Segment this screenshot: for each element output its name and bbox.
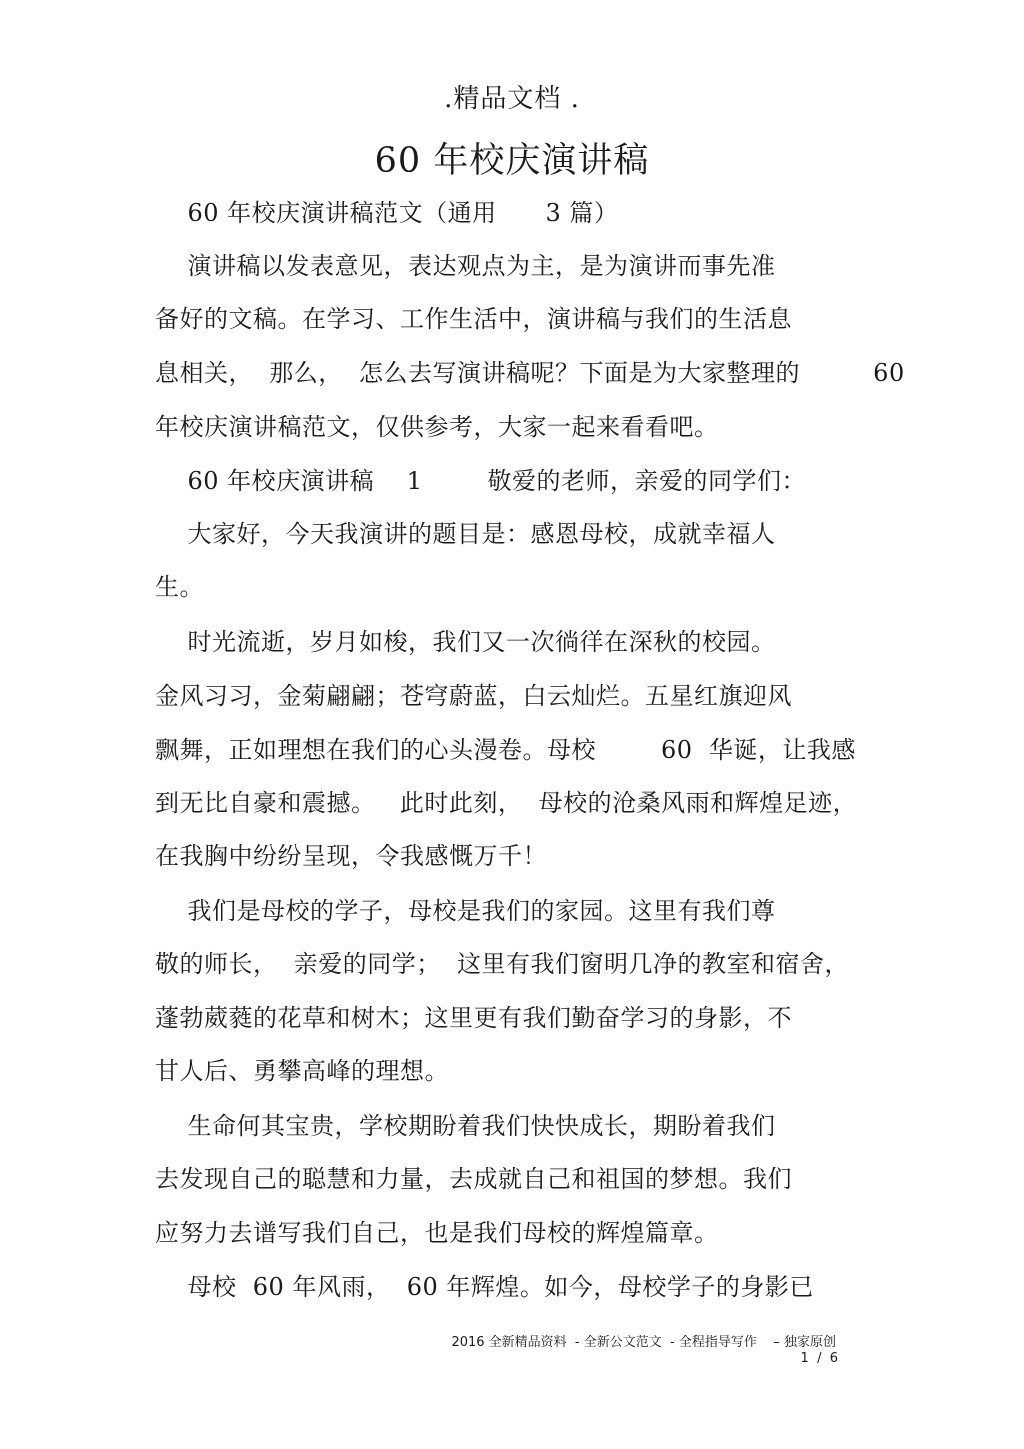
- body-line: 在我胸中纷纷呈现，令我感慨万千！: [155, 842, 547, 870]
- body-line: 生。: [155, 573, 204, 601]
- body-line: 飘舞，正如理想在我们的心头漫卷。母校 60 华诞，让我感: [155, 736, 856, 764]
- body-line: 去发现自己的聪慧和力量，去成就自己和祖国的梦想。我们: [155, 1165, 792, 1193]
- body-line: 母校 60 年风雨， 60 年辉煌。如今，母校学子的身影已: [155, 1273, 814, 1301]
- body-line: 息相关， 那么， 怎么去写演讲稿呢？下面是为大家整理的 60: [155, 359, 905, 387]
- page-header: .精品文档 .: [444, 84, 580, 114]
- body-line: 金风习习，金菊翩翩；苍穹蔚蓝，白云灿烂。五星红旗迎风: [155, 682, 792, 710]
- body-line: 演讲稿以发表意见，表达观点为主，是为演讲而事先准: [155, 252, 776, 280]
- body-line: 应努力去谱写我们自己，也是我们母校的辉煌篇章。: [155, 1219, 719, 1247]
- body-line: 我们是母校的学子，母校是我们的家园。这里有我们尊: [155, 897, 776, 925]
- body-line: 60 年校庆演讲稿 1 敬爱的老师，亲爱的同学们：: [155, 467, 806, 495]
- body-line: 敬的师长， 亲爱的同学； 这里有我们窗明几净的教室和宿舍，: [155, 950, 850, 978]
- body-line: 甘人后、勇攀高峰的理想。: [155, 1057, 449, 1085]
- body-line: 时光流逝，岁月如梭，我们又一次徜徉在深秋的校园。: [155, 628, 776, 656]
- body-line: 大家好，今天我演讲的题目是：感恩母校，成就幸福人: [155, 520, 776, 548]
- body-line: 60 年校庆演讲稿范文（通用 3 篇）: [155, 199, 619, 227]
- page-footer: 2016 全新精品资料 - 全新公文范文 - 全程指导写作 – 独家原创: [451, 1335, 836, 1350]
- body-line: 年校庆演讲稿范文，仅供参考，大家一起来看看吧。: [155, 413, 719, 441]
- body-line: 备好的文稿。在学习、工作生活中，演讲稿与我们的生活息: [155, 305, 792, 333]
- page-number: 1 / 6: [800, 1351, 838, 1366]
- body-line: 到无比自豪和震撼。 此时此刻， 母校的沧桑风雨和辉煌足迹，: [155, 789, 858, 817]
- document-title: 60 年校庆演讲稿: [374, 141, 650, 181]
- body-line: 蓬勃葳蕤的花草和树木；这里更有我们勤奋学习的身影，不: [155, 1004, 792, 1032]
- body-line: 生命何其宝贵，学校期盼着我们快快成长，期盼着我们: [155, 1112, 776, 1140]
